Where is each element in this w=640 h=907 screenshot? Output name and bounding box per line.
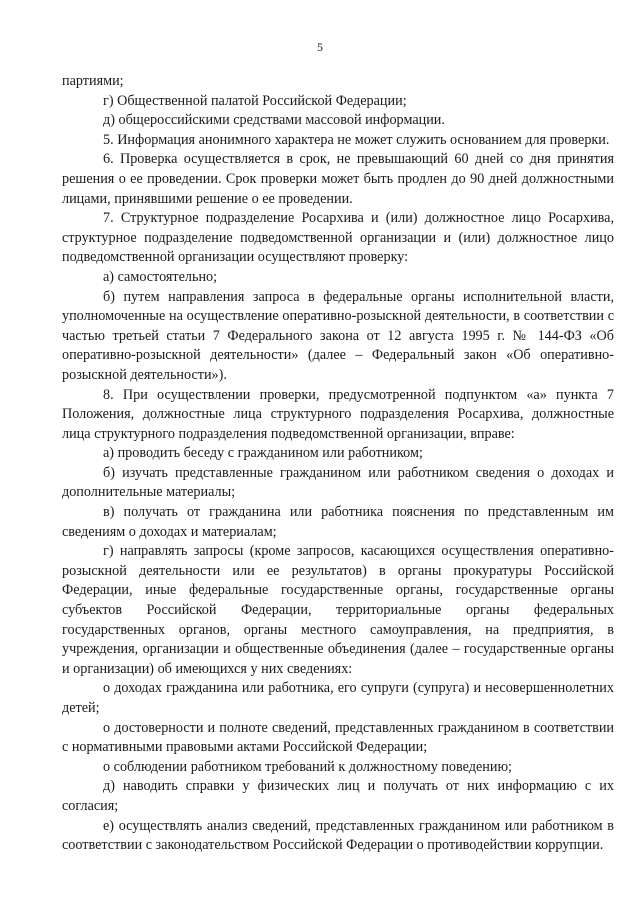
paragraph: а) самостоятельно; (103, 268, 218, 285)
paragraph: о соблюдении работником требований к должностному поведению; (103, 758, 512, 775)
paragraph: б) изучать представленные гражданином или работником сведения о доходах и дополнительные материалы; (62, 464, 614, 501)
paragraph: д) общероссийскими средствами массовой информации. (103, 112, 445, 129)
paragraph: 8. При осуществлении проверки, предусмотренной подпунктом «а» пункта 7 Положения, должностные лица структурного подразделения Росархива, должностные лица структурного подразделения подведомственной организации, вправе: (62, 386, 614, 442)
paragraph: в) получать от гражданина или работника пояснения по представленным им сведениям о доходах и материалам; (62, 504, 614, 540)
paragraph: 5. Информация анонимного характера не может служить основанием для проверки. (103, 131, 610, 148)
paragraph: д) наводить справки у физических лиц и получать от них информацию с их согласия; (62, 778, 614, 814)
paragraph: б) путем направления запроса в федеральные органы исполнительной власти, уполномоченные на осуществление оперативно-розыскной деятельности, в соответствии с частью третьей статьи 7 Федерального закона от 12 августа 1995 г. № 144-ФЗ «Об оперативно-розыскной деятельности» (далее – Федеральный закон «Об оперативно-розыскной деятельности»). (62, 288, 614, 383)
page-number: 5 (317, 40, 323, 54)
paragraph: о доходах гражданина или работника, его супруги (супруга) и несовершеннолетних детей; (62, 680, 614, 716)
paragraph: о достоверности и полноте сведений, представленных гражданином в соответствии с нормативными правовыми актами Российской Федерации; (62, 719, 614, 756)
paragraph: г) Общественной палатой Российской Федерации; (103, 92, 407, 109)
paragraph: 7. Структурное подразделение Росархива и (или) должностное лицо Росархива, структурное подразделение подведомственной организации и (или) должностное лицо подведомственной организации осуществляют проверку: (62, 210, 614, 266)
paragraph: г) направлять запросы (кроме запросов, касающихся осуществления оперативно-розыскной деятельности или ее результатов) в органы прокуратуры Российской Федерации, иные федеральные государственные органы, государственные органы субъектов Российской Федерации, территориальные органы федеральных государственных органов, органы местного самоуправления, на предприятия, в учреждения, организации и общественные объединения (далее – государственные органы и организации) об имеющихся у них сведениях: (62, 543, 614, 677)
paragraph: а) проводить беседу с гражданином или работником; (103, 445, 423, 462)
document-body (62, 72, 614, 856)
paragraph: 6. Проверка осуществляется в срок, не превышающий 60 дней со дня принятия решения о ее проведении. Срок проверки может быть продлен до 90 дней должностными лицами, принявшими решение о ее проведении. (62, 151, 614, 207)
paragraph: партиями; (62, 73, 124, 89)
paragraph: е) осуществлять анализ сведений, представленных гражданином или работником в соответствии с законодательством Российской Федерации о противодействии коррупции. (62, 817, 614, 854)
